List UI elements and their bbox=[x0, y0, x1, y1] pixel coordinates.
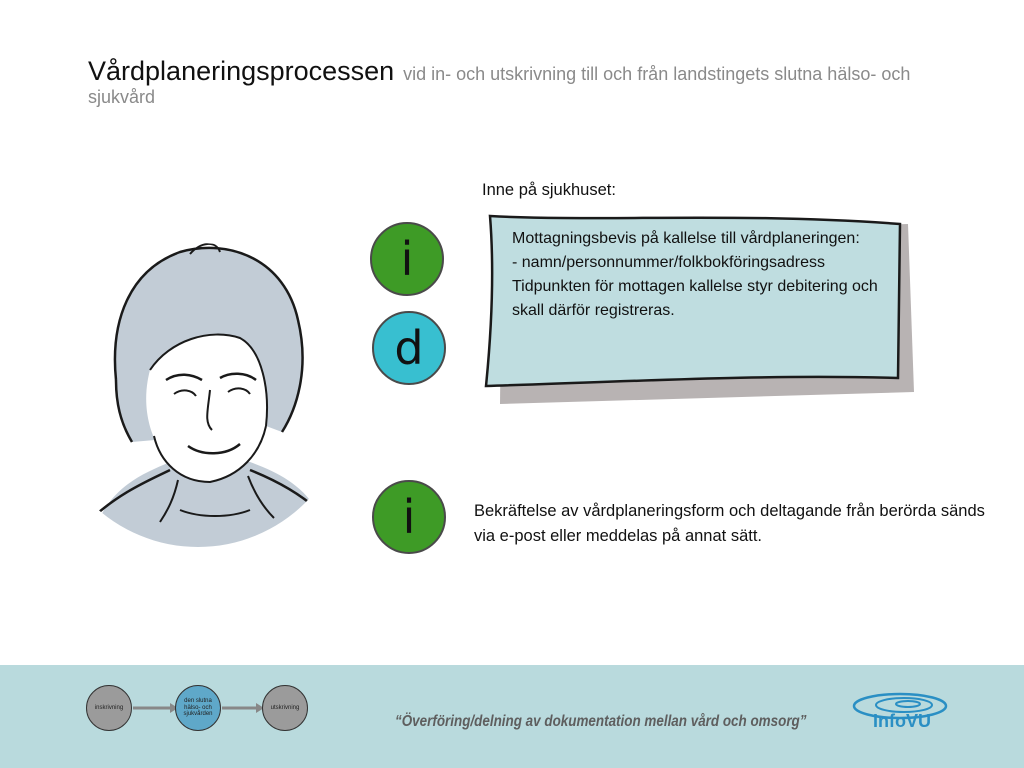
note-text: Mottagningsbevis på kallelse till vårdplaneringen: - namn/personnummer/folkbokföringsadress Tidpunkten för mottagen kallelse styr debitering och skall därför registreras. bbox=[512, 230, 878, 319]
flow-node-label: den slutna hälso- och sjukvården bbox=[183, 697, 213, 718]
flow-node-inskrivning bbox=[86, 685, 132, 731]
title-subtitle: vid in- och utskrivning till och från landstingets slutna hälso- och sjukvård bbox=[88, 64, 911, 108]
infovu-logo-text: InfoVU bbox=[873, 711, 931, 731]
info-icon bbox=[372, 480, 446, 554]
flow-node-utskrivning bbox=[262, 685, 308, 731]
section-label: Inne på sjukhuset: bbox=[482, 181, 616, 199]
info-icon-letter: i bbox=[402, 490, 416, 544]
info-icon-letter: i bbox=[400, 232, 414, 286]
document-icon bbox=[372, 311, 446, 385]
flow-node-label: inskrivning bbox=[94, 704, 124, 711]
footer-quote: “Överföring/delning av dokumentation mellan vård och omsorg” bbox=[395, 713, 807, 730]
info-icon bbox=[370, 222, 444, 296]
slide-title bbox=[88, 56, 948, 108]
confirmation-text: Bekräftelse av vårdplaneringsform och deltagande från berörda sänds via e-post eller meddelas på annat sätt. bbox=[474, 502, 985, 545]
flow-node-sluten-vard bbox=[175, 685, 221, 731]
woman-portrait-illustration bbox=[70, 230, 340, 550]
flow-node-label: utskrivning bbox=[270, 704, 300, 711]
title-main: Vårdplaneringsprocessen bbox=[88, 56, 395, 86]
document-icon-letter: d bbox=[394, 321, 424, 375]
